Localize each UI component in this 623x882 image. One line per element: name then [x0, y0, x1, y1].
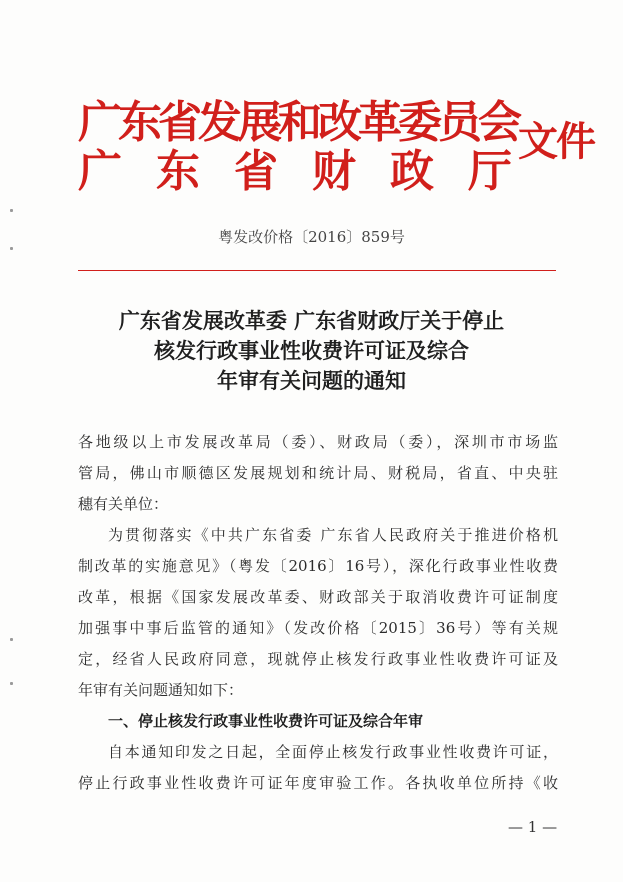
- red-divider: [78, 270, 556, 271]
- scan-speck: [10, 247, 13, 250]
- title-line: 年审有关问题的通知: [217, 368, 406, 393]
- body-line: 加强事中事后监管的通知》（发改价格〔2015〕36号）等有关规: [78, 619, 558, 637]
- document-number: 粤发改价格〔2016〕859号: [218, 228, 405, 246]
- section-heading: 一、停止核发行政事业性收费许可证及综合年审: [108, 712, 424, 730]
- body-line: 穗有关单位：: [78, 495, 169, 513]
- scan-speck: [10, 209, 13, 212]
- document-type-label: 文件: [518, 118, 594, 165]
- body-line: 停止行政事业性收费许可证年度审验工作。各执收单位所持《收: [78, 774, 558, 792]
- body-line: 自本通知印发之日起，全面停止核发行政事业性收费许可证，: [108, 743, 558, 761]
- title-line: 核发行政事业性收费许可证及综合: [154, 338, 469, 363]
- title-line: 广东省发展改革委 广东省财政厅关于停止: [118, 308, 505, 333]
- issuer-line-1: 广东省发展和改革委员会: [78, 97, 518, 148]
- body-line: 年审有关问题通知如下：: [78, 681, 244, 699]
- body-line: 改革，根据《国家发展改革委、财政部关于取消收费许可证制度: [78, 588, 558, 606]
- scan-speck: [10, 682, 13, 685]
- body-line: 为贯彻落实《中共广东省委 广东省人民政府关于推进价格机: [108, 526, 558, 544]
- body-line: 各地级以上市发展改革局（委）、财政局（委），深圳市市场监: [78, 433, 558, 451]
- body-line: 定，经省人民政府同意，现就停止核发行政事业性收费许可证及: [78, 650, 558, 668]
- page-number: — 1 —: [508, 818, 558, 836]
- body-line: 制改革的实施意见》（粤发〔2016〕16号），深化行政事业性收费: [78, 557, 558, 575]
- body-line: 管局，佛山市顺德区发展规划和统计局、财税局，省直、中央驻: [78, 464, 558, 482]
- document-title: [60, 306, 563, 396]
- issuer-line-2: 广东省财政厅: [78, 146, 546, 197]
- scan-speck: [10, 638, 13, 641]
